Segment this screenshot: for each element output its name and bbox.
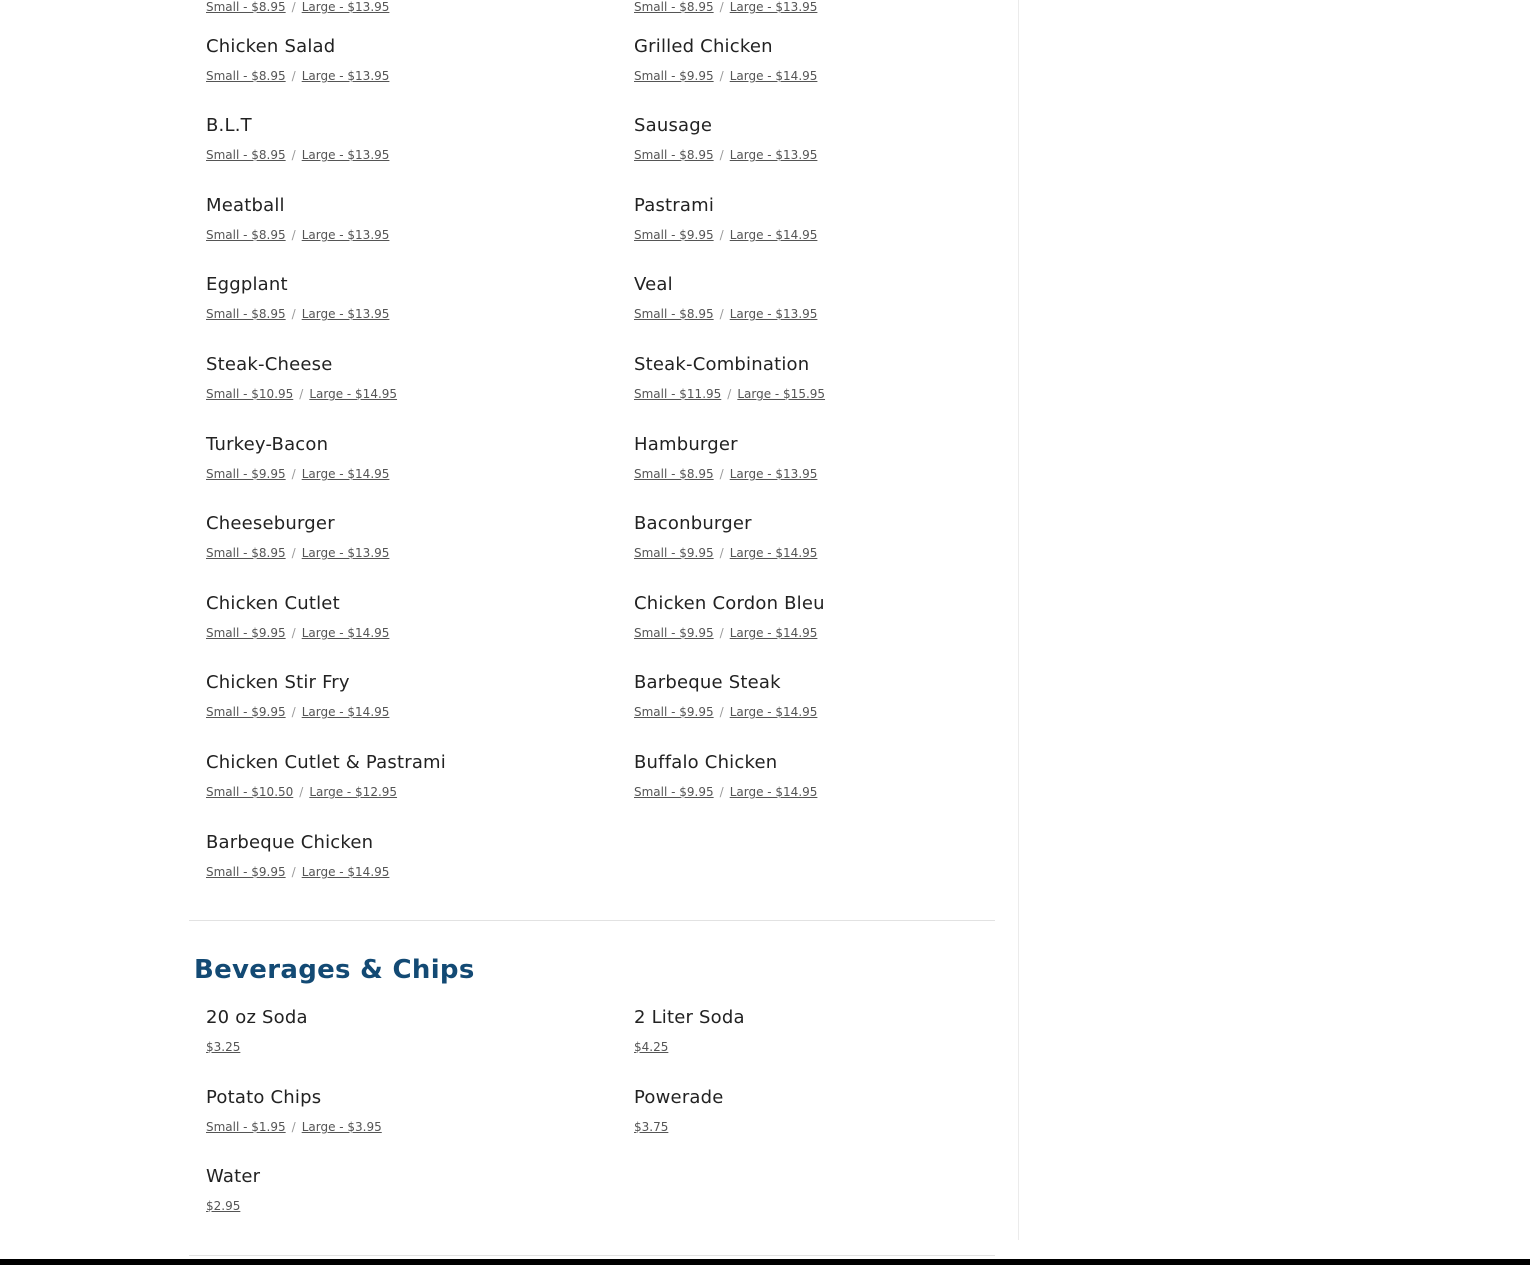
large-price-link[interactable]: Large - $13.95 <box>301 228 390 242</box>
price-link[interactable]: $4.25 <box>634 1040 669 1054</box>
item-name: 2 Liter Soda <box>634 1007 745 1028</box>
item-name: Steak-Cheese <box>206 354 333 375</box>
large-price-link[interactable]: Large - $15.95 <box>737 387 826 401</box>
menu-item-grilled-chicken <box>634 36 1034 83</box>
price-row <box>634 467 817 481</box>
price-row <box>206 865 389 879</box>
price-separator: / <box>719 0 724 14</box>
item-name: Turkey-Bacon <box>206 434 329 455</box>
price-separator: / <box>719 228 724 242</box>
price-row <box>206 148 389 162</box>
small-price-link[interactable]: Small - $9.95 <box>206 705 286 719</box>
item-name: Chicken Cutlet & Pastrami <box>206 752 446 773</box>
item-name: Chicken Stir Fry <box>206 672 350 693</box>
item-name: Hamburger <box>634 434 738 455</box>
large-price-link[interactable]: Large - $14.95 <box>729 785 818 799</box>
content-divider-vertical <box>1018 0 1019 1240</box>
price-row <box>634 148 817 162</box>
price-separator: / <box>291 69 296 83</box>
price-separator: / <box>719 467 724 481</box>
large-price-link[interactable]: Large - $13.95 <box>301 0 390 14</box>
large-price-link[interactable]: Large - $13.95 <box>729 307 818 321</box>
item-name: Meatball <box>206 195 285 216</box>
item-name: Grilled Chicken <box>634 36 773 57</box>
price-separator: / <box>291 626 296 640</box>
item-name: Steak-Combination <box>634 354 810 375</box>
small-price-link[interactable]: Small - $8.95 <box>634 148 714 162</box>
small-price-link[interactable]: Small - $10.95 <box>206 387 294 401</box>
small-price-link[interactable]: Small - $9.95 <box>206 626 286 640</box>
large-price-link[interactable]: Large - $13.95 <box>301 69 390 83</box>
price-row <box>206 228 389 242</box>
large-price-link[interactable]: Large - $14.95 <box>729 626 818 640</box>
large-price-link[interactable]: Large - $14.95 <box>729 228 818 242</box>
price-separator: / <box>291 228 296 242</box>
large-price-link[interactable]: Large - $13.95 <box>729 467 818 481</box>
large-price-link[interactable]: Large - $14.95 <box>729 546 818 560</box>
small-price-link[interactable]: Small - $8.95 <box>206 148 286 162</box>
large-price-link[interactable]: Large - $13.95 <box>729 148 818 162</box>
menu-item-chicken-stir-fry <box>206 672 606 719</box>
price-separator: / <box>727 387 732 401</box>
item-name: Veal <box>634 274 673 295</box>
menu-item-pastrami <box>634 195 1034 242</box>
item-name: Chicken Salad <box>206 36 336 57</box>
price-row <box>634 626 817 640</box>
price-separator: / <box>291 546 296 560</box>
menu-item-chicken-cutlet <box>206 593 606 640</box>
item-name: Barbeque Chicken <box>206 832 374 853</box>
price-separator: / <box>291 307 296 321</box>
menu-item-turkey-bacon <box>206 434 606 481</box>
small-price-link[interactable]: Small - $8.95 <box>634 307 714 321</box>
item-name: Sausage <box>634 115 713 136</box>
price-separator: / <box>299 785 304 799</box>
large-price-link[interactable]: Large - $14.95 <box>729 705 818 719</box>
price-separator: / <box>719 785 724 799</box>
item-name: Cheeseburger <box>206 513 335 534</box>
item-name: Water <box>206 1166 261 1187</box>
price-row <box>206 785 397 799</box>
price-separator: / <box>719 626 724 640</box>
price-link[interactable]: $3.25 <box>206 1040 241 1054</box>
large-price-link[interactable]: Large - $13.95 <box>301 546 390 560</box>
small-price-link[interactable]: Small - $8.95 <box>206 307 286 321</box>
price-row <box>206 1199 240 1213</box>
menu-item-20oz-soda <box>206 1007 606 1054</box>
menu-item-veal <box>634 274 1034 321</box>
large-price-link[interactable]: Large - $13.95 <box>301 148 390 162</box>
menu-item-potato-chips <box>206 1087 606 1134</box>
menu-item-water <box>206 1166 606 1213</box>
menu-item-cheeseburger <box>206 513 606 560</box>
menu-item-baconburger <box>634 513 1034 560</box>
price-separator: / <box>291 0 296 14</box>
large-price-link[interactable]: Large - $13.95 <box>729 0 818 14</box>
price-row <box>634 1040 668 1054</box>
price-row <box>206 626 389 640</box>
small-price-link[interactable]: Small - $8.95 <box>634 0 714 14</box>
price-separator: / <box>719 307 724 321</box>
price-row <box>634 546 817 560</box>
menu-item-hamburger <box>634 434 1034 481</box>
large-price-link[interactable]: Large - $14.95 <box>309 387 398 401</box>
price-separator: / <box>719 69 724 83</box>
large-price-link[interactable]: Large - $14.95 <box>301 705 390 719</box>
large-price-link[interactable]: Large - $14.95 <box>301 467 390 481</box>
price-row <box>206 387 397 401</box>
item-name: Chicken Cordon Bleu <box>634 593 825 614</box>
price-row <box>634 785 817 799</box>
small-price-link[interactable]: Small - $9.95 <box>634 626 714 640</box>
menu-item-steak-cheese <box>206 354 606 401</box>
small-price-link[interactable]: Small - $9.95 <box>634 228 714 242</box>
large-price-link[interactable]: Large - $13.95 <box>301 307 390 321</box>
large-price-link[interactable]: Large - $14.95 <box>729 69 818 83</box>
small-price-link[interactable]: Small - $8.95 <box>206 0 286 14</box>
item-name: B.L.T <box>206 115 252 136</box>
section-title-beverages: Beverages & Chips <box>194 955 475 985</box>
price-separator: / <box>291 148 296 162</box>
large-price-link[interactable]: Large - $14.95 <box>301 865 390 879</box>
small-price-link[interactable]: Small - $8.95 <box>206 228 286 242</box>
menu-item-buffalo-chicken <box>634 752 1034 799</box>
small-price-link[interactable]: Small - $9.95 <box>206 865 286 879</box>
menu-item-meatball <box>206 195 606 242</box>
item-name: 20 oz Soda <box>206 1007 308 1028</box>
price-separator: / <box>291 705 296 719</box>
item-name: Buffalo Chicken <box>634 752 778 773</box>
small-price-link[interactable]: Small - $9.95 <box>634 705 714 719</box>
price-row <box>206 546 389 560</box>
large-price-link[interactable]: Large - $3.95 <box>301 1120 382 1134</box>
price-row <box>206 307 389 321</box>
small-price-link[interactable]: Small - $9.95 <box>634 546 714 560</box>
menu-item-steak-combination <box>634 354 1034 401</box>
price-link[interactable]: $2.95 <box>206 1199 241 1213</box>
price-row <box>634 69 817 83</box>
price-separator: / <box>291 865 296 879</box>
price-row <box>206 467 389 481</box>
small-price-link[interactable]: Small - $8.95 <box>206 546 286 560</box>
section-divider <box>189 920 995 921</box>
small-price-link[interactable]: Small - $1.95 <box>206 1120 286 1134</box>
price-separator: / <box>719 148 724 162</box>
menu-item-barbeque-steak <box>634 672 1034 719</box>
price-separator: / <box>291 467 296 481</box>
large-price-link[interactable]: Large - $12.95 <box>309 785 398 799</box>
menu-item-eggplant <box>206 274 606 321</box>
price-row <box>634 228 817 242</box>
price-row <box>634 0 817 14</box>
item-name: Chicken Cutlet <box>206 593 340 614</box>
price-row <box>206 0 389 14</box>
menu-item-sausage <box>634 115 1034 162</box>
small-price-link[interactable]: Small - $9.95 <box>634 785 714 799</box>
footer-bar <box>0 1259 1530 1265</box>
item-name: Baconburger <box>634 513 752 534</box>
price-link[interactable]: $3.75 <box>634 1120 669 1134</box>
menu-item-chicken-cutlet-pastrami <box>206 752 606 799</box>
item-name: Barbeque Steak <box>634 672 781 693</box>
small-price-link[interactable]: Small - $9.95 <box>206 467 286 481</box>
price-separator: / <box>299 387 304 401</box>
price-row <box>634 1120 668 1134</box>
price-separator: / <box>719 705 724 719</box>
price-separator: / <box>719 546 724 560</box>
item-name: Potato Chips <box>206 1087 322 1108</box>
price-row <box>634 705 817 719</box>
menu-item-2-liter-soda <box>634 1007 1034 1054</box>
small-price-link[interactable]: Small - $9.95 <box>634 69 714 83</box>
menu-item-chicken-cordon-bleu <box>634 593 1034 640</box>
menu-item-chicken-salad <box>206 36 606 83</box>
price-row <box>206 69 389 83</box>
section-divider-bottom <box>189 1255 995 1256</box>
price-row <box>634 307 817 321</box>
small-price-link[interactable]: Small - $8.95 <box>634 467 714 481</box>
item-name: Eggplant <box>206 274 288 295</box>
price-row <box>206 1040 240 1054</box>
menu-item-powerade <box>634 1087 1034 1134</box>
item-name: Powerade <box>634 1087 724 1108</box>
item-name: Pastrami <box>634 195 715 216</box>
menu-item-barbeque-chicken <box>206 832 606 879</box>
large-price-link[interactable]: Large - $14.95 <box>301 626 390 640</box>
menu-item-blt <box>206 115 606 162</box>
small-price-link[interactable]: Small - $10.50 <box>206 785 294 799</box>
price-row <box>206 705 389 719</box>
small-price-link[interactable]: Small - $8.95 <box>206 69 286 83</box>
price-row <box>634 387 825 401</box>
price-separator: / <box>291 1120 296 1134</box>
small-price-link[interactable]: Small - $11.95 <box>634 387 722 401</box>
price-row <box>206 1120 382 1134</box>
